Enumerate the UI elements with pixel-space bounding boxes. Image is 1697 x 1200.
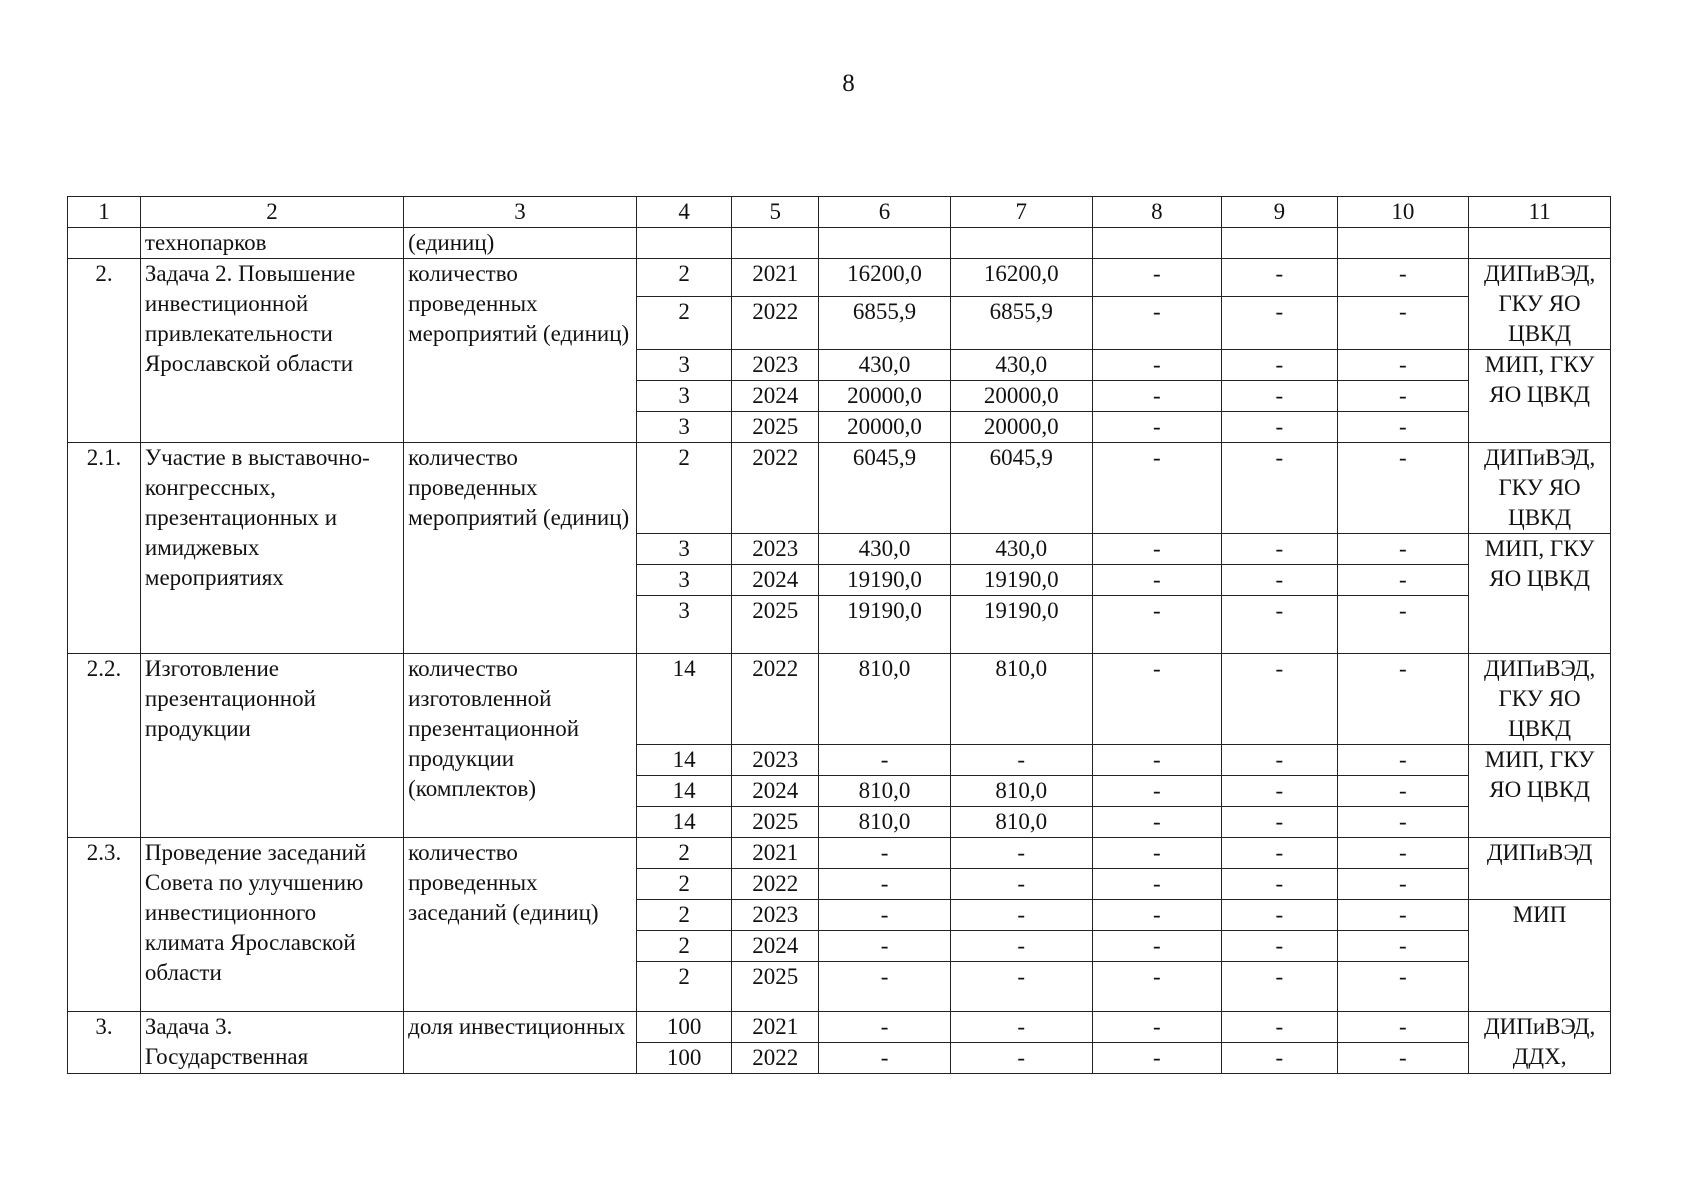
cell-name: технопарков: [140, 228, 403, 259]
cell-responsible: МИП, ГКУ ЯО ЦВКД: [1469, 534, 1611, 654]
cell-c9: -: [1222, 381, 1337, 412]
column-header: 7: [950, 197, 1092, 228]
cell-no: [68, 228, 141, 259]
cell-c9: -: [1222, 807, 1337, 838]
cell-c8: -: [1092, 565, 1222, 596]
cell-c10: -: [1337, 259, 1469, 297]
cell-c6: 19190,0: [819, 596, 951, 654]
column-header: 1: [68, 197, 141, 228]
column-header: 9: [1222, 197, 1337, 228]
cell-c7: 810,0: [950, 654, 1092, 745]
cell-c9: -: [1222, 534, 1337, 565]
cell-c8: -: [1092, 869, 1222, 900]
cell-name: Участие в выставочно-конгрессных, презентационных и имиджевых мероприятиях: [140, 443, 403, 654]
cell-no: 2.2.: [68, 654, 141, 838]
cell-c5: 2023: [732, 350, 819, 381]
cell-empty: [1469, 228, 1611, 259]
cell-c8: -: [1092, 654, 1222, 745]
cell-c5: 2022: [732, 297, 819, 350]
cell-c9: -: [1222, 962, 1337, 1012]
cell-c4: 2: [636, 900, 731, 931]
cell-c9: -: [1222, 259, 1337, 297]
cell-c8: -: [1092, 900, 1222, 931]
cell-c4: 2: [636, 931, 731, 962]
cell-c5: 2024: [732, 565, 819, 596]
cell-c9: -: [1222, 838, 1337, 869]
cell-c4: 14: [636, 745, 731, 776]
cell-c7: -: [950, 869, 1092, 900]
cell-c4: 3: [636, 412, 731, 443]
cell-c10: -: [1337, 381, 1469, 412]
cell-c7: -: [950, 1043, 1092, 1074]
cell-no: 2.1.: [68, 443, 141, 654]
cell-no: 2.: [68, 259, 141, 443]
cell-c4: 3: [636, 350, 731, 381]
cell-c6: -: [819, 931, 951, 962]
cell-c6: 810,0: [819, 776, 951, 807]
cell-c9: -: [1222, 869, 1337, 900]
column-header: 8: [1092, 197, 1222, 228]
cell-c6: -: [819, 1043, 951, 1074]
cell-c6: 430,0: [819, 534, 951, 565]
cell-c7: -: [950, 1012, 1092, 1043]
cell-c4: 3: [636, 596, 731, 654]
cell-c6: -: [819, 900, 951, 931]
cell-c7: 19190,0: [950, 565, 1092, 596]
cell-c10: -: [1337, 596, 1469, 654]
cell-no: 2.3.: [68, 838, 141, 1012]
cell-c8: -: [1092, 1043, 1222, 1074]
column-header: 6: [819, 197, 951, 228]
cell-responsible: МИП: [1469, 900, 1611, 1012]
cell-c6: 19190,0: [819, 565, 951, 596]
cell-c10: -: [1337, 776, 1469, 807]
cell-empty: [636, 228, 731, 259]
cell-c6: -: [819, 745, 951, 776]
cell-c7: 20000,0: [950, 412, 1092, 443]
cell-empty: [732, 228, 819, 259]
cell-empty: [1337, 228, 1469, 259]
cell-c7: 16200,0: [950, 259, 1092, 297]
cell-c9: -: [1222, 412, 1337, 443]
cell-c7: -: [950, 900, 1092, 931]
cell-responsible: ДИПиВЭД: [1469, 838, 1611, 900]
cell-c5: 2025: [732, 596, 819, 654]
cell-indicator: (единиц): [404, 228, 637, 259]
cell-c4: 2: [636, 838, 731, 869]
column-header: 10: [1337, 197, 1469, 228]
cell-c4: 14: [636, 654, 731, 745]
cell-c6: 810,0: [819, 654, 951, 745]
column-header: 4: [636, 197, 731, 228]
cell-c5: 2021: [732, 838, 819, 869]
cell-c6: 6045,9: [819, 443, 951, 534]
cell-c5: 2021: [732, 259, 819, 297]
cell-c7: 19190,0: [950, 596, 1092, 654]
cell-c6: 20000,0: [819, 412, 951, 443]
cell-no: 3.: [68, 1012, 141, 1074]
cell-c8: -: [1092, 350, 1222, 381]
cell-c6: -: [819, 962, 951, 1012]
cell-c8: -: [1092, 412, 1222, 443]
cell-c10: -: [1337, 412, 1469, 443]
cell-c6: 6855,9: [819, 297, 951, 350]
cell-empty: [1092, 228, 1222, 259]
cell-c7: 430,0: [950, 350, 1092, 381]
cell-c9: -: [1222, 776, 1337, 807]
cell-c8: -: [1092, 1012, 1222, 1043]
cell-c7: 430,0: [950, 534, 1092, 565]
cell-c4: 2: [636, 962, 731, 1012]
cell-c4: 100: [636, 1012, 731, 1043]
cell-c4: 3: [636, 381, 731, 412]
cell-c10: -: [1337, 565, 1469, 596]
cell-c8: -: [1092, 534, 1222, 565]
continuation-row: [68, 228, 1611, 259]
cell-c10: -: [1337, 297, 1469, 350]
cell-name: Проведение заседаний Совета по улучшению инвестиционного климата Ярославской области: [140, 838, 403, 1012]
table-row: [68, 838, 1611, 869]
cell-c7: -: [950, 962, 1092, 1012]
cell-empty: [1222, 228, 1337, 259]
cell-c8: -: [1092, 596, 1222, 654]
cell-empty: [950, 228, 1092, 259]
cell-c5: 2021: [732, 1012, 819, 1043]
cell-c9: -: [1222, 297, 1337, 350]
cell-c5: 2023: [732, 745, 819, 776]
cell-responsible: МИП, ГКУ ЯО ЦВКД: [1469, 350, 1611, 443]
page-number: 8: [842, 70, 855, 97]
table-row: [68, 259, 1611, 297]
cell-c10: -: [1337, 869, 1469, 900]
cell-c10: -: [1337, 745, 1469, 776]
cell-c7: 6045,9: [950, 443, 1092, 534]
cell-c7: 6855,9: [950, 297, 1092, 350]
cell-c8: -: [1092, 381, 1222, 412]
table-row: [68, 1012, 1611, 1043]
cell-responsible: ДИПиВЭД, ГКУ ЯО ЦВКД: [1469, 654, 1611, 745]
cell-c5: 2024: [732, 381, 819, 412]
cell-name: Изготовление презентационной продукции: [140, 654, 403, 838]
cell-c10: -: [1337, 900, 1469, 931]
cell-c10: -: [1337, 838, 1469, 869]
cell-c5: 2023: [732, 900, 819, 931]
cell-c10: -: [1337, 534, 1469, 565]
cell-c6: -: [819, 838, 951, 869]
header-row: [68, 197, 1611, 228]
cell-c10: -: [1337, 350, 1469, 381]
cell-responsible: МИП, ГКУ ЯО ЦВКД: [1469, 745, 1611, 838]
cell-c6: -: [819, 1012, 951, 1043]
cell-c4: 3: [636, 565, 731, 596]
table-body: [68, 197, 1611, 1074]
cell-c4: 14: [636, 776, 731, 807]
column-header: 5: [732, 197, 819, 228]
cell-c7: -: [950, 931, 1092, 962]
cell-responsible: ДИПиВЭД, ДДХ,: [1469, 1012, 1611, 1074]
cell-c10: -: [1337, 1012, 1469, 1043]
cell-c5: 2024: [732, 931, 819, 962]
cell-c6: -: [819, 869, 951, 900]
cell-c10: -: [1337, 931, 1469, 962]
cell-c5: 2022: [732, 654, 819, 745]
cell-c9: -: [1222, 596, 1337, 654]
cell-c9: -: [1222, 565, 1337, 596]
cell-c8: -: [1092, 807, 1222, 838]
cell-c6: 810,0: [819, 807, 951, 838]
column-header: 3: [404, 197, 637, 228]
cell-c5: 2025: [732, 962, 819, 1012]
cell-c9: -: [1222, 931, 1337, 962]
cell-c9: -: [1222, 350, 1337, 381]
cell-c4: 2: [636, 869, 731, 900]
cell-responsible: ДИПиВЭД, ГКУ ЯО ЦВКД: [1469, 443, 1611, 534]
cell-c6: 430,0: [819, 350, 951, 381]
program-table: [67, 196, 1611, 1074]
cell-c7: 20000,0: [950, 381, 1092, 412]
cell-c8: -: [1092, 962, 1222, 1012]
cell-c10: -: [1337, 443, 1469, 534]
cell-indicator: количество проведенных мероприятий (единиц): [404, 259, 637, 443]
cell-c5: 2023: [732, 534, 819, 565]
cell-c5: 2022: [732, 1043, 819, 1074]
cell-c8: -: [1092, 838, 1222, 869]
cell-name: Задача 3. Государственная: [140, 1012, 403, 1074]
cell-responsible: ДИПиВЭД, ГКУ ЯО ЦВКД: [1469, 259, 1611, 350]
cell-indicator: количество изготовленной презентационной продукции (комплектов): [404, 654, 637, 838]
cell-c8: -: [1092, 297, 1222, 350]
cell-c9: -: [1222, 654, 1337, 745]
cell-name: Задача 2. Повышение инвестиционной привлекательности Ярославской области: [140, 259, 403, 443]
table-row: [68, 654, 1611, 745]
column-header: 2: [140, 197, 403, 228]
cell-c6: 20000,0: [819, 381, 951, 412]
cell-c9: -: [1222, 900, 1337, 931]
cell-c6: 16200,0: [819, 259, 951, 297]
cell-c7: -: [950, 838, 1092, 869]
cell-c10: -: [1337, 654, 1469, 745]
cell-empty: [819, 228, 951, 259]
cell-c4: 2: [636, 443, 731, 534]
cell-c4: 2: [636, 259, 731, 297]
cell-c7: 810,0: [950, 776, 1092, 807]
cell-c4: 14: [636, 807, 731, 838]
column-header: 11: [1469, 197, 1611, 228]
cell-c5: 2022: [732, 443, 819, 534]
cell-c5: 2024: [732, 776, 819, 807]
cell-c5: 2022: [732, 869, 819, 900]
cell-c10: -: [1337, 1043, 1469, 1074]
cell-c9: -: [1222, 443, 1337, 534]
cell-c4: 2: [636, 297, 731, 350]
cell-c8: -: [1092, 259, 1222, 297]
cell-c7: 810,0: [950, 807, 1092, 838]
cell-c10: -: [1337, 807, 1469, 838]
cell-c8: -: [1092, 931, 1222, 962]
table-row: [68, 443, 1611, 534]
cell-c9: -: [1222, 1043, 1337, 1074]
cell-c7: -: [950, 745, 1092, 776]
cell-c10: -: [1337, 962, 1469, 1012]
cell-c5: 2025: [732, 412, 819, 443]
cell-c8: -: [1092, 745, 1222, 776]
cell-c8: -: [1092, 443, 1222, 534]
cell-indicator: количество проведенных заседаний (единиц): [404, 838, 637, 1012]
cell-c9: -: [1222, 745, 1337, 776]
cell-c4: 3: [636, 534, 731, 565]
cell-c9: -: [1222, 1012, 1337, 1043]
cell-c4: 100: [636, 1043, 731, 1074]
cell-c5: 2025: [732, 807, 819, 838]
cell-c8: -: [1092, 776, 1222, 807]
cell-indicator: доля инвестиционных: [404, 1012, 637, 1074]
cell-indicator: количество проведенных мероприятий (единиц): [404, 443, 637, 654]
